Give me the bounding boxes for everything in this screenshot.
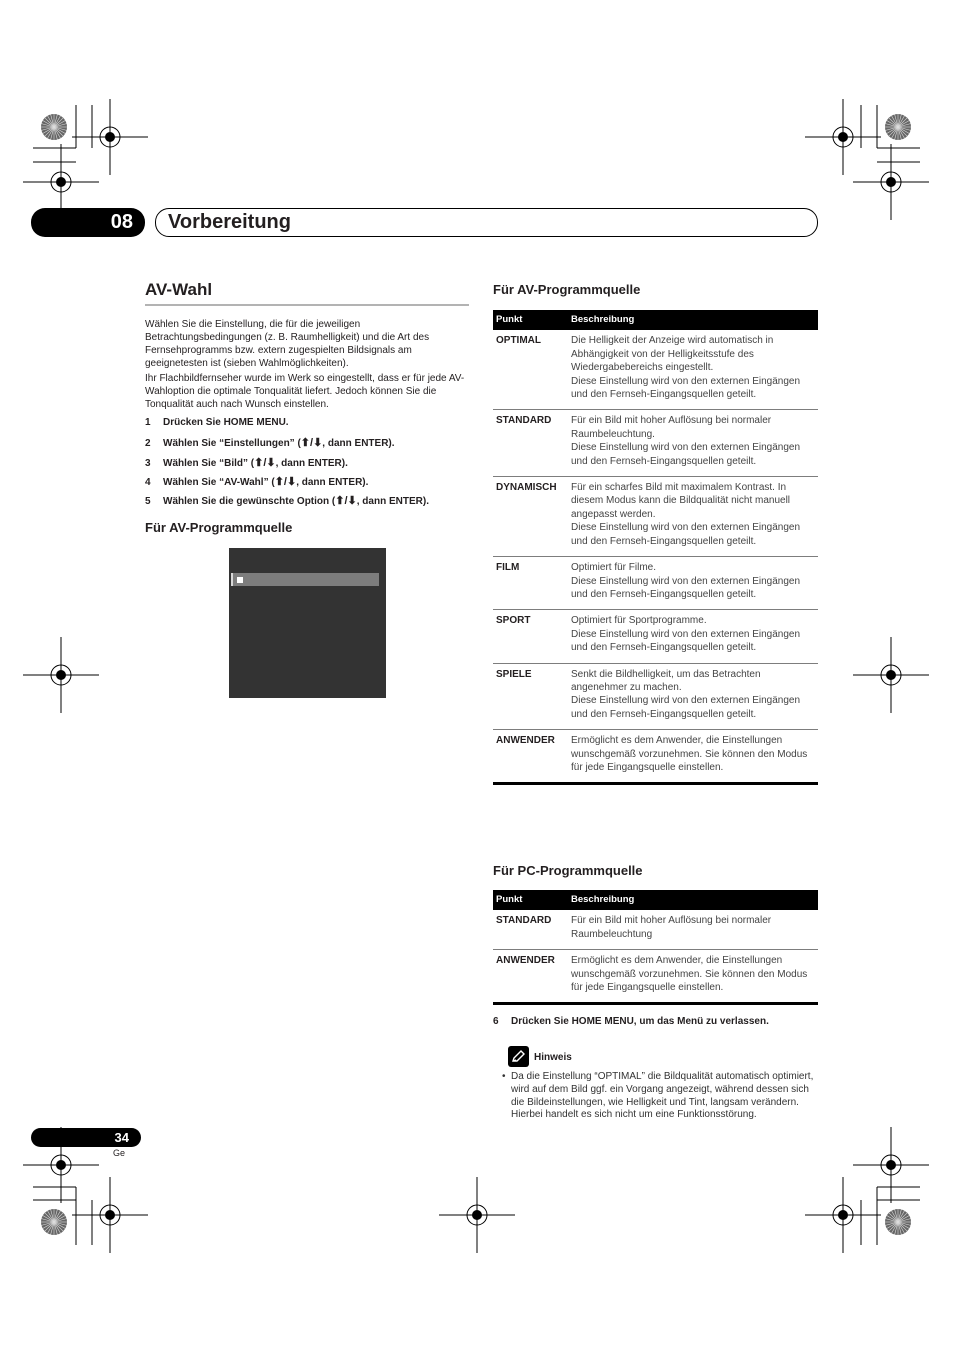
pc-col-item: Punkt xyxy=(493,890,568,910)
registration-target-dot xyxy=(56,177,66,187)
registration-target-dot xyxy=(886,1160,896,1170)
av-item-name: SPORT xyxy=(493,610,568,663)
pc-item-name: ANWENDER xyxy=(493,950,568,1004)
chapter-number-tab: 08 xyxy=(31,208,145,237)
av-description-line: Für ein scharfes Bild mit maximalem Kontrast. In diesem Modus kann die Bildqualität nicht manuell angepasst werden. xyxy=(571,482,791,520)
pc-item-name: STANDARD xyxy=(493,910,568,949)
av-description-line: Diese Einstellung wird von den externen Eingängen und den Fernseh-Eingangsquellen geteilt. xyxy=(571,522,801,547)
up-down-arrows-icon: ⬆/⬇ xyxy=(300,437,323,449)
intro-paragraph-2: Ihr Flachbildfernseher wurde im Werk so eingestellt, dass er für jede AV-Wahloption die optimale Tonqualität liefert. Jedoch können Sie die Tonqualität auch nach Wunsch einstellen. xyxy=(145,373,465,410)
av-table-heading: Für AV-Programmquelle xyxy=(493,282,641,297)
av-item-description xyxy=(568,730,818,784)
step-5: 5 Wählen Sie die gewünschte Option (⬆/⬇, dann ENTER). xyxy=(145,495,429,507)
pc-col-desc: Beschreibung xyxy=(568,890,818,910)
av-description-line: Diese Einstellung wird von den externen Eingängen und den Fernseh-Eingangsquellen geteilt. xyxy=(571,375,801,401)
av-col-item: Punkt xyxy=(493,310,568,330)
up-down-arrows-icon: ⬆/⬇ xyxy=(335,495,357,507)
av-item-description xyxy=(568,663,818,730)
av-item-name: STANDARD xyxy=(493,410,568,477)
av-item-description xyxy=(568,477,818,557)
registration-target-dot xyxy=(838,1210,848,1220)
av-description-line: Senkt die Bildhelligkeit, um das Betrachten angenehmer zu machen. xyxy=(571,668,761,693)
registration-target-dot xyxy=(472,1210,482,1220)
av-row xyxy=(493,557,818,610)
av-table xyxy=(493,310,818,785)
av-row xyxy=(493,610,818,663)
step-1: 1 Drücken Sie HOME MENU. xyxy=(145,417,289,428)
registration-target-dot xyxy=(886,177,896,187)
page-language-code: Ge xyxy=(113,1148,126,1158)
chapter-title: Vorbereitung xyxy=(168,211,291,233)
av-description-line: Ermöglicht es dem Anwender, die Einstellungen wunschgemäß vorzunehmen. Sie können den Modus für jede Eingangsquelle einstellen. xyxy=(571,735,808,773)
pc-table xyxy=(493,890,818,1005)
av-row xyxy=(493,663,818,730)
av-description-line: Für ein Bild mit hoher Auflösung bei normaler Raumbeleuchtung. xyxy=(571,415,772,440)
note-bullet: • xyxy=(502,1071,506,1082)
av-item-description xyxy=(568,330,818,410)
section-title: AV-Wahl xyxy=(145,280,213,299)
pc-row xyxy=(493,950,818,1004)
registration-target-dot xyxy=(56,670,66,680)
av-item-description xyxy=(568,557,818,610)
av-description-line: Diese Einstellung wird von den externen Eingängen und den Fernseh-Eingangsquellen geteilt. xyxy=(571,575,801,600)
av-item-name: FILM xyxy=(493,557,568,610)
av-item-name: ANWENDER xyxy=(493,730,568,784)
note-text: Da die Einstellung “OPTIMAL” die Bildqualität automatisch optimiert, wird auf dem Bild ggf. ein Vorgang angezeigt, während dessen sich die Bildeinstellungen, wie Helligkeit und Tint, langsam verändern. Hierbei handelt es sich nicht um eine Funktionsstörung. xyxy=(511,1071,814,1121)
registration-target-dot xyxy=(838,132,848,142)
registration-target-dot xyxy=(886,670,896,680)
pc-description-line: Ermöglicht es dem Anwender, die Einstellungen wunschgemäß vorzunehmen. Sie können den Modus für jede Eingangsquelle einstellen. xyxy=(571,955,808,994)
up-down-arrows-icon: ⬆/⬇ xyxy=(274,476,297,488)
av-description-line: Diese Einstellung wird von den externen Eingängen und den Fernseh-Eingangsquellen geteilt. xyxy=(571,695,801,720)
page-number-tab: 34 xyxy=(31,1128,141,1147)
pc-description-line: Für ein Bild mit hoher Auflösung bei normaler Raumbeleuchtung xyxy=(571,915,772,940)
note-title: Hinweis xyxy=(534,1052,572,1063)
av-item-name: SPIELE xyxy=(493,663,568,730)
av-description-line: Diese Einstellung wird von den externen Eingängen und den Fernseh-Eingangsquellen geteilt. xyxy=(571,442,801,467)
registration-target-dot xyxy=(105,132,115,142)
step-4: 4 Wählen Sie “AV-Wahl” (⬆/⬇, dann ENTER). xyxy=(145,476,369,488)
av-row xyxy=(493,730,818,784)
av-col-desc: Beschreibung xyxy=(568,310,818,330)
step-3: 3 Wählen Sie “Bild” (⬆/⬇, dann ENTER). xyxy=(145,457,348,469)
menu-highlight-row xyxy=(231,573,379,586)
registration-target-dot xyxy=(105,1210,115,1220)
av-description-line: Die Helligkeit der Anzeige wird automatisch in Abhängigkeit von der Helligkeitsstufe des Wiedergabebereichs eingestellt. xyxy=(571,335,774,374)
av-row xyxy=(493,410,818,477)
av-row xyxy=(493,477,818,557)
step-2: 2 Wählen Sie “Einstellungen” (⬆/⬇, dann ENTER). xyxy=(145,437,395,449)
pc-row xyxy=(493,910,818,949)
registration-target-dot xyxy=(56,1160,66,1170)
pc-item-description xyxy=(568,950,818,1004)
pc-table-heading: Für PC-Programmquelle xyxy=(493,863,643,878)
pc-item-description xyxy=(568,910,818,949)
step-6: 6 Drücken Sie HOME MENU, um das Menü zu verlassen. xyxy=(493,1016,769,1027)
menu-bullet-icon xyxy=(237,577,243,583)
section-rule xyxy=(145,304,469,306)
left-subheading: Für AV-Programmquelle xyxy=(145,520,293,535)
up-down-arrows-icon: ⬆/⬇ xyxy=(254,457,276,469)
av-row xyxy=(493,330,818,410)
av-description-line: Optimiert für Sportprogramme. xyxy=(571,615,707,627)
av-item-name: OPTIMAL xyxy=(493,330,568,410)
av-item-name: DYNAMISCH xyxy=(493,477,568,557)
note-body xyxy=(502,1071,818,1122)
intro-paragraph-1: Wählen Sie die Einstellung, die für die jeweiligen Betrachtungsbedingungen (z. B. Raumhelligkeit) und die Art des Fernsehprogramms bzw. extern zugespielten Bildsignals am geeignetesten ist (sieben Wahlmöglichkeiten). xyxy=(145,319,430,369)
av-description-line: Optimiert für Filme. xyxy=(571,562,657,574)
av-item-description xyxy=(568,610,818,663)
av-description-line: Diese Einstellung wird von den externen Eingängen und den Fernseh-Eingangsquellen geteilt. xyxy=(571,628,801,654)
note-pencil-icon xyxy=(508,1046,529,1067)
menu-cursor xyxy=(231,573,233,586)
av-item-description xyxy=(568,410,818,477)
onscreen-menu-screenshot xyxy=(229,548,386,698)
